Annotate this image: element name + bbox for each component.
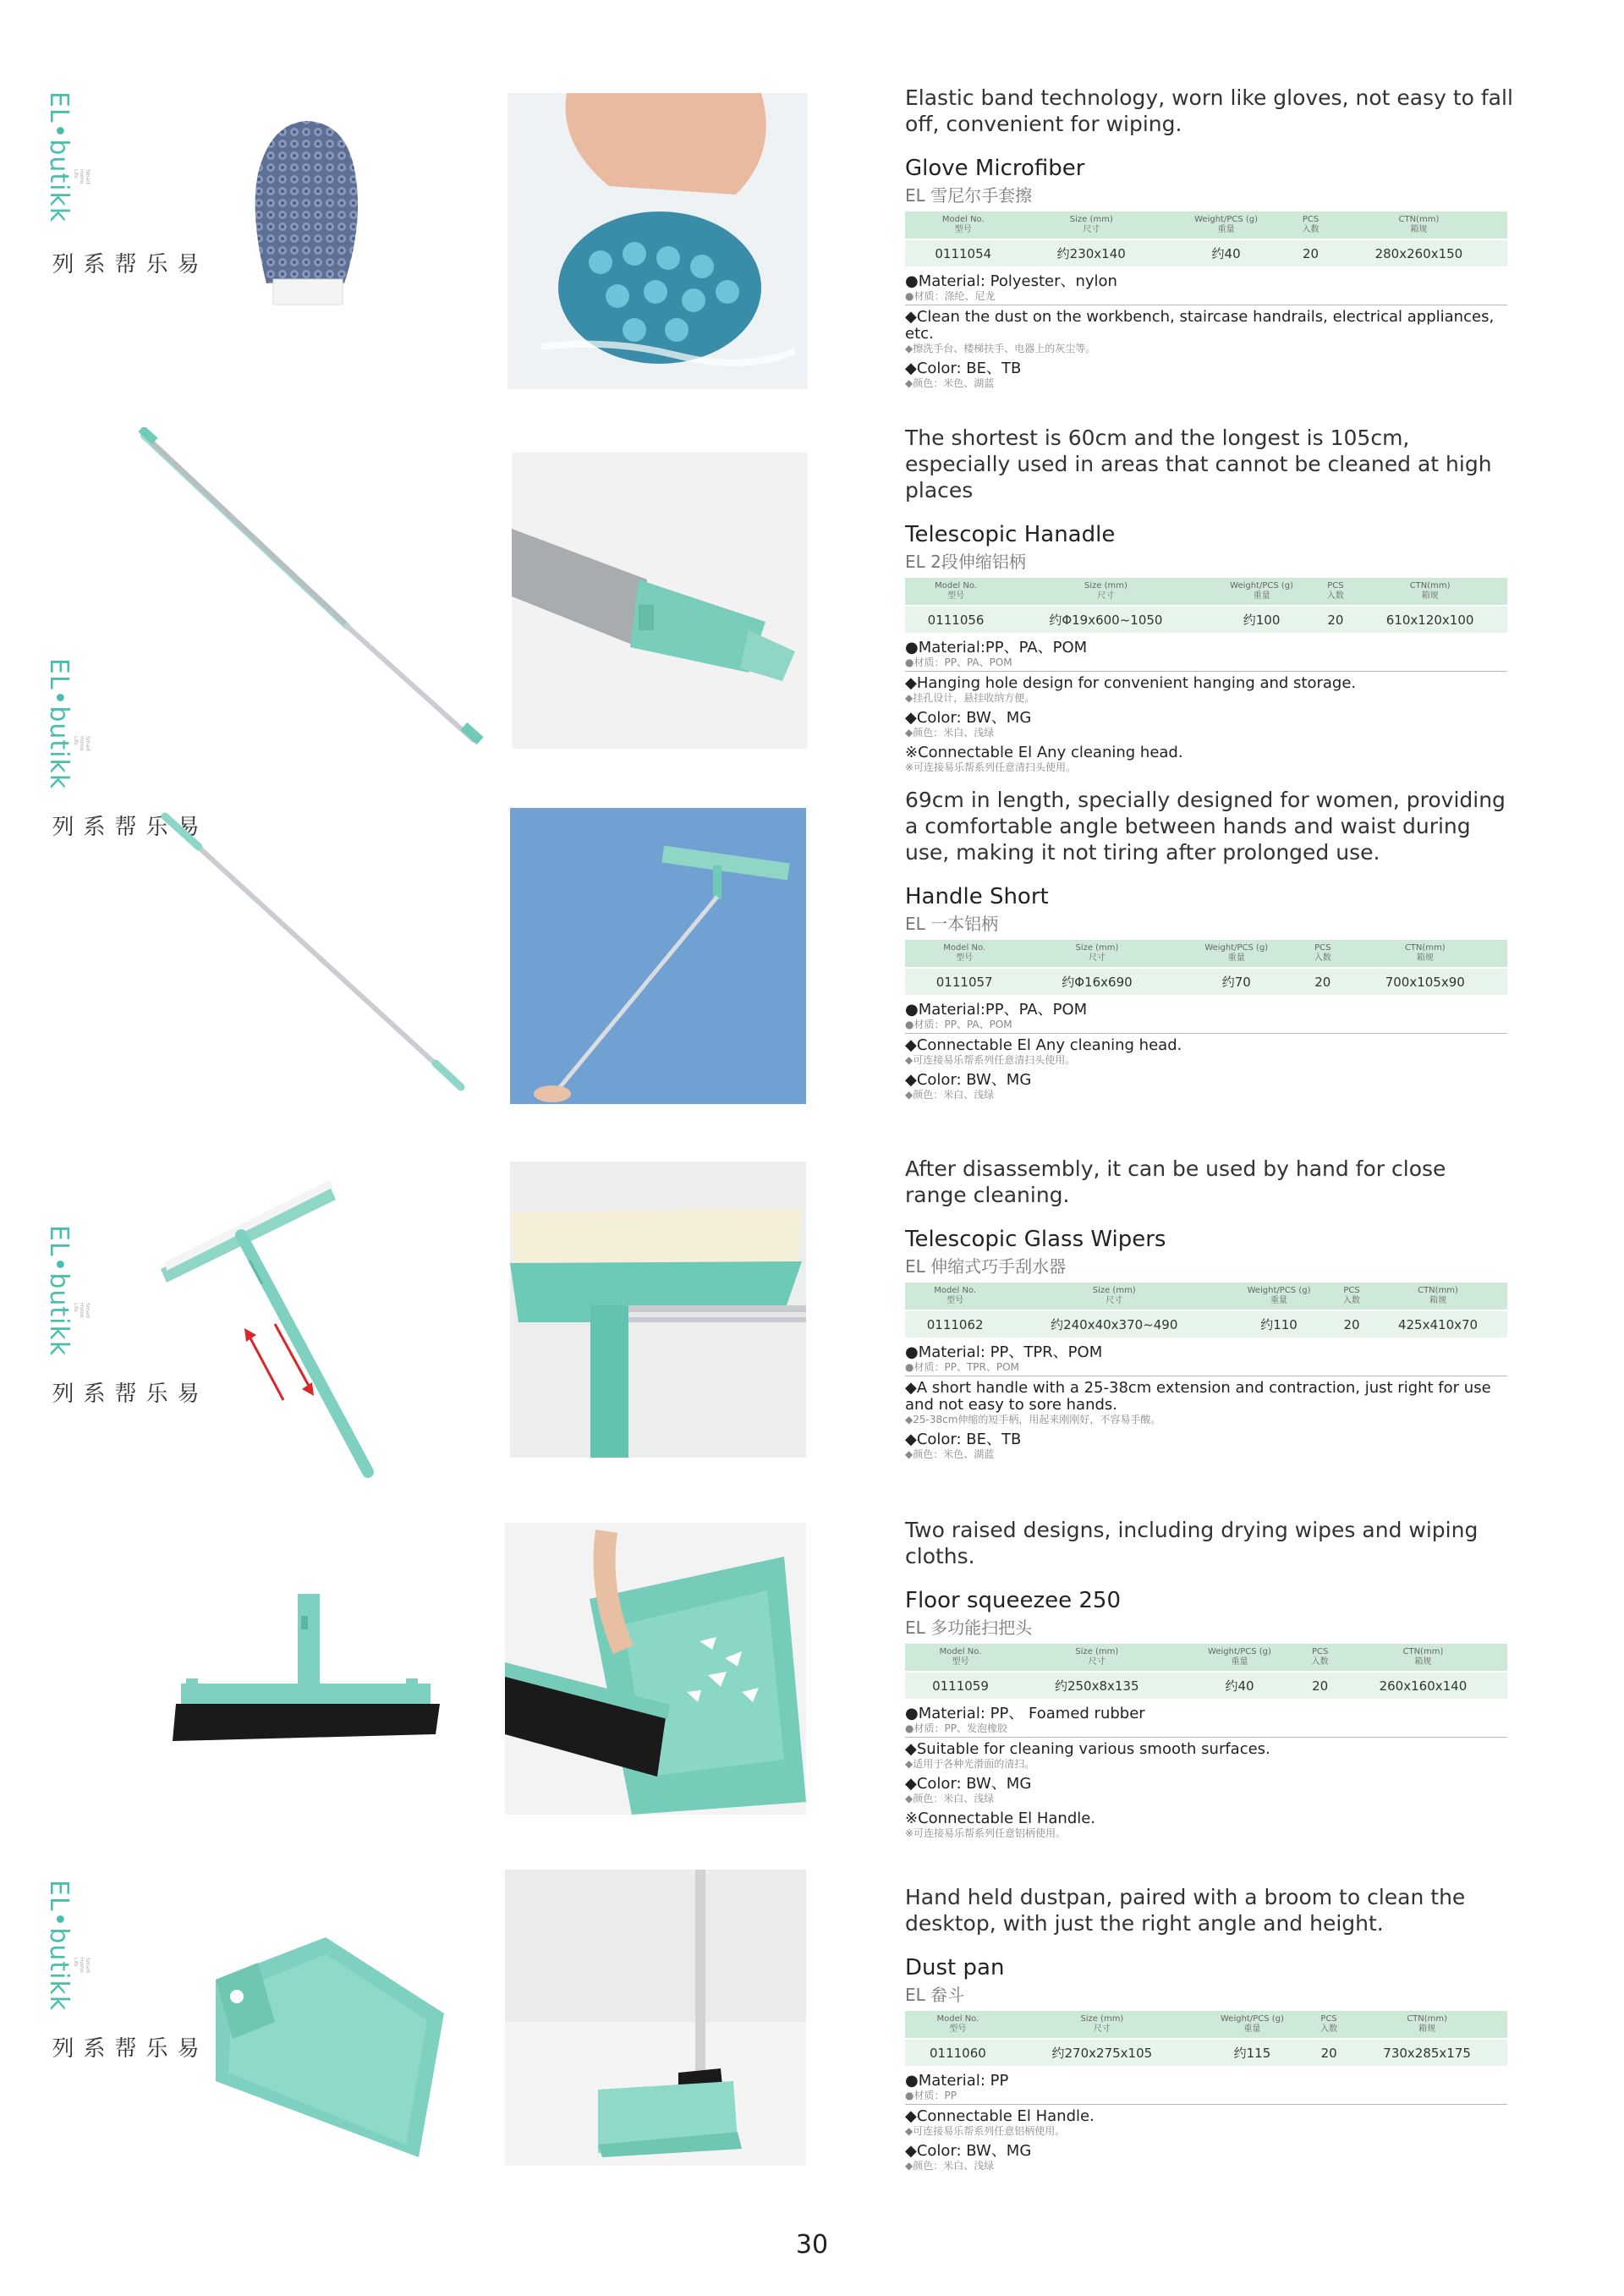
telescopic-handle-detail-photo (512, 453, 808, 749)
usage-line-chinese: ◆25-38cm伸缩的短手柄，用起来刚刚好，不容易手酸。 (905, 1414, 1161, 1425)
color-line-chinese: ◆颜色：米白、浅绿 (905, 1089, 995, 1101)
cell-pcs: 20 (1301, 1672, 1338, 1699)
brand-name: EL•butikk (44, 658, 74, 790)
header-model: Model No. 型号 (905, 578, 1007, 606)
header-pcs: PCS 入数 (1291, 211, 1330, 239)
header-weight: Weight/PCS (g) 重量 (1223, 1283, 1335, 1310)
cell-weight: 约100 (1205, 606, 1319, 633)
usage-line: ◆A short handle with a 25-38cm extension and contraction, just right for use and not easy to sore hands. (905, 1379, 1491, 1414)
cell-ctn: 425x410x70 (1369, 1310, 1507, 1338)
product-name: Dust pan (905, 1955, 1005, 1980)
cell-model: 0111060 (905, 2039, 1011, 2066)
header-model: Model No. 型号 (905, 940, 1023, 968)
product-description: The shortest is 60cm and the longest is 105cm, especially used in areas that cannot be cleaned at high places (905, 426, 1492, 503)
header-pcs: PCS 入数 (1335, 1283, 1369, 1310)
header-weight: Weight/PCS (g) 重量 (1161, 211, 1291, 239)
color-line-chinese: ◆颜色：米白、浅绿 (905, 727, 995, 739)
spec-header-row (905, 211, 1507, 239)
cell-ctn: 730x285x175 (1347, 2039, 1507, 2066)
cell-ctn: 260x160x140 (1339, 1672, 1507, 1699)
brand-tagline: Smart Home Life (73, 1958, 91, 1974)
brand-chinese: 易乐帮系列 (48, 815, 199, 842)
cell-model: 0111062 (905, 1310, 1005, 1338)
cell-model: 0111054 (905, 239, 1022, 266)
product-description: 69cm in length, specially designed for women, providing a comfortable angle between hands and waist during use, making it not tiring after prolonged use. (905, 788, 1506, 865)
cell-pcs: 20 (1335, 1310, 1369, 1338)
material-line-chinese: ●材质：PP、PA、POM (905, 1019, 1507, 1034)
material-line: ●Material: PP (905, 2072, 1009, 2090)
glass-wiper-photo (510, 1162, 806, 1458)
feature-list (905, 273, 1507, 392)
usage-line: ◆Hanging hole design for convenient hanging and storage. (905, 674, 1357, 692)
brand-chinese: 易乐帮系列 (48, 1381, 199, 1409)
cell-model: 0111059 (905, 1672, 1016, 1699)
header-weight: Weight/PCS (g) 重量 (1193, 2011, 1311, 2039)
header-pcs: PCS 入数 (1301, 1644, 1338, 1672)
cell-size: 约250x8x135 (1016, 1672, 1178, 1699)
page-number: 30 (795, 2230, 829, 2260)
feature-list (905, 640, 1507, 776)
usage-line-chinese: ◆挂孔设计，悬挂收纳方便。 (905, 692, 1035, 704)
product-description: Elastic band technology, worn like gloves, not easy to fall off, convenient for wiping. (905, 85, 1513, 136)
header-size: Size (mm) 尺寸 (1005, 1283, 1223, 1310)
header-model: Model No. 型号 (905, 2011, 1011, 2039)
usage-line-chinese: ◆适用于各种光滑面的清扫。 (905, 1758, 1035, 1770)
product-name: Floor squeezee 250 (905, 1588, 1121, 1613)
header-weight: Weight/PCS (g) 重量 (1205, 578, 1319, 606)
color-line: ◆Color: BW、MG (905, 1775, 1032, 1793)
feature-list (905, 2073, 1507, 2174)
spec-header-row (905, 940, 1507, 968)
header-ctn: CTN(mm) 箱规 (1343, 940, 1507, 968)
product-name-chinese: EL 雪尼尔手套擦 (905, 185, 1033, 206)
product-name-chinese: EL 2段伸缩铝柄 (905, 552, 1026, 572)
header-model: Model No. 型号 (905, 1644, 1016, 1672)
cell-ctn: 700x105x90 (1343, 968, 1507, 995)
cell-weight: 约70 (1171, 968, 1303, 995)
spec-data-row (905, 1310, 1507, 1338)
feature-list (905, 1344, 1507, 1463)
header-weight: Weight/PCS (g) 重量 (1178, 1644, 1302, 1672)
color-line-chinese: ◆颜色：米色、湖蓝 (905, 1448, 995, 1460)
cell-model: 0111056 (905, 606, 1007, 633)
color-line-chinese: ◆颜色：米白、浅绿 (905, 2160, 995, 2172)
product-telescopic-glass-wipers (905, 1156, 1514, 1463)
compat-line: ※Connectable El Handle. (905, 1810, 1096, 1827)
header-size: Size (mm) 尺寸 (1023, 940, 1170, 968)
compat-line-chinese: ※可连接易乐帮系列任意清扫头使用。 (905, 761, 1077, 773)
brand-tagline: Smart Home Life (73, 169, 91, 185)
spec-data-row (905, 968, 1507, 995)
brand-chinese: 易乐帮系列 (48, 2036, 199, 2063)
product-description: Hand held dustpan, paired with a broom to clean the desktop, with just the right angle and height. (905, 1885, 1466, 1936)
product-description: Two raised designs, including drying wipes and wiping cloths. (905, 1518, 1479, 1568)
cell-weight: 约40 (1161, 239, 1291, 266)
spec-header-row (905, 2011, 1507, 2039)
material-line: ●Material:PP、PA、POM (905, 639, 1088, 656)
header-ctn: CTN(mm) 箱规 (1369, 1283, 1507, 1310)
product-floor-squeegee (905, 1517, 1514, 1842)
compat-line-chinese: ◆可连接易乐帮系列任意铝柄使用。 (905, 2125, 1066, 2137)
spec-data-row (905, 2039, 1507, 2066)
dust-pan-image (207, 1929, 448, 2166)
header-size: Size (mm) 尺寸 (1022, 211, 1161, 239)
header-size: Size (mm) 尺寸 (1007, 578, 1204, 606)
material-line: ●Material:PP、PA、POM (905, 1001, 1088, 1019)
material-line-chinese: ●材质：涤纶、尼龙 (905, 290, 1507, 305)
color-line: ◆Color: BW、MG (905, 2142, 1032, 2160)
feature-list (905, 1706, 1507, 1842)
brand-name: EL•butikk (44, 91, 74, 223)
cell-ctn: 280x260x150 (1330, 239, 1507, 266)
material-line: ●Material: PP、 Foamed rubber (905, 1705, 1145, 1722)
brand-name: EL•butikk (44, 1225, 74, 1357)
header-ctn: CTN(mm) 箱规 (1339, 1644, 1507, 1672)
spec-table (905, 1283, 1507, 1338)
compat-line: ※Connectable El Any cleaning head. (905, 744, 1183, 761)
floor-squeegee-image (169, 1590, 448, 1760)
cell-size: 约270x275x105 (1011, 2039, 1193, 2066)
material-line-chinese: ●材质：PP、发泡橡胶 (905, 1722, 1507, 1738)
cell-weight: 约110 (1223, 1310, 1335, 1338)
brand-tagline: Smart Home Life (73, 1303, 91, 1319)
header-pcs: PCS 入数 (1311, 2011, 1347, 2039)
cell-size: 约240x40x370~490 (1005, 1310, 1223, 1338)
glove-lifestyle-photo (508, 93, 808, 389)
material-line-chinese: ●材质：PP、PA、POM (905, 656, 1507, 672)
header-ctn: CTN(mm) 箱规 (1347, 2011, 1507, 2039)
product-name: Telescopic Glass Wipers (905, 1227, 1166, 1252)
spec-header-row (905, 1644, 1507, 1672)
product-handle-short (905, 787, 1514, 1103)
header-weight: Weight/PCS (g) 重量 (1171, 940, 1303, 968)
spec-table (905, 1644, 1507, 1699)
feature-list (905, 1002, 1507, 1103)
spec-table (905, 940, 1507, 995)
color-line-chinese: ◆颜色：米色、湖蓝 (905, 377, 995, 389)
cell-size: 约Φ16x690 (1023, 968, 1170, 995)
material-line: ●Material: Polyester、nylon (905, 272, 1117, 290)
color-line-chinese: ◆颜色：米白、浅绿 (905, 1793, 995, 1804)
header-ctn: CTN(mm) 箱规 (1352, 578, 1507, 606)
usage-line: ◆Suitable for cleaning various smooth surfaces. (905, 1740, 1270, 1758)
product-glove-microfiber (905, 85, 1514, 392)
cell-weight: 约115 (1193, 2039, 1311, 2066)
spec-header-row (905, 578, 1507, 606)
usage-line: ◆Clean the dust on the workbench, staircase handrails, electrical appliances, etc. (905, 308, 1495, 343)
product-name: Glove Microfiber (905, 156, 1085, 181)
product-name: Handle Short (905, 884, 1049, 909)
compat-line-chinese: ◆可连接易乐帮系列任意清扫头使用。 (905, 1054, 1076, 1066)
spec-header-row (905, 1283, 1507, 1310)
color-line: ◆Color: BE、TB (905, 360, 1022, 377)
spec-table (905, 578, 1507, 633)
material-line-chinese: ●材质：PP (905, 2090, 1507, 2105)
cell-weight: 约40 (1178, 1672, 1302, 1699)
cell-pcs: 20 (1319, 606, 1353, 633)
header-size: Size (mm) 尺寸 (1016, 1644, 1178, 1672)
cell-pcs: 20 (1311, 2039, 1347, 2066)
cell-size: 约Φ19x600~1050 (1007, 606, 1204, 633)
product-dust-pan (905, 1884, 1514, 2174)
brand-chinese: 易乐帮系列 (48, 252, 199, 279)
product-telescopic-handle (905, 425, 1514, 776)
brand-name: EL•butikk (44, 1880, 74, 2012)
usage-line-chinese: ◆擦洗手台、楼梯扶手、电器上的灰尘等。 (905, 343, 1096, 354)
telescopic-handle-image (135, 427, 491, 749)
color-line: ◆Color: BW、MG (905, 709, 1032, 727)
spec-data-row (905, 1672, 1507, 1699)
product-name: Telescopic Hanadle (905, 522, 1116, 547)
dust-pan-photo (505, 1870, 806, 2166)
cell-model: 0111057 (905, 968, 1023, 995)
product-name-chinese: EL 多功能扫把头 (905, 1618, 1033, 1638)
header-pcs: PCS 入数 (1319, 578, 1353, 606)
short-handle-image (156, 808, 469, 1096)
floor-squeegee-photo (505, 1523, 806, 1815)
spec-data-row (905, 239, 1507, 266)
product-name-chinese: EL 畚斗 (905, 1985, 965, 2005)
header-pcs: PCS 入数 (1303, 940, 1343, 968)
glass-wiper-image (156, 1176, 385, 1480)
color-line: ◆Color: BE、TB (905, 1431, 1022, 1448)
header-ctn: CTN(mm) 箱规 (1330, 211, 1507, 239)
spec-data-row (905, 606, 1507, 633)
spec-table (905, 2011, 1507, 2066)
short-handle-window-photo (510, 808, 806, 1104)
product-name-chinese: EL 伸缩式巧手刮水器 (905, 1256, 1067, 1277)
compat-line: ◆Connectable El Any cleaning head. (905, 1036, 1182, 1054)
cell-ctn: 610x120x100 (1352, 606, 1507, 633)
brand-tagline: Smart Home Life (73, 736, 91, 752)
header-model: Model No. 型号 (905, 1283, 1005, 1310)
header-model: Model No. 型号 (905, 211, 1022, 239)
product-description: After disassembly, it can be used by hand for close range cleaning. (905, 1156, 1446, 1207)
header-size: Size (mm) 尺寸 (1011, 2011, 1193, 2039)
cell-pcs: 20 (1291, 239, 1330, 266)
cell-size: 约230x140 (1022, 239, 1161, 266)
glove-product-image (241, 114, 368, 326)
material-line-chinese: ●材质：PP、TPR、POM (905, 1361, 1507, 1376)
cell-pcs: 20 (1303, 968, 1343, 995)
compat-line: ◆Connectable El Handle. (905, 2107, 1095, 2125)
compat-line-chinese: ※可连接易乐帮系列任意铝柄使用。 (905, 1827, 1067, 1839)
product-name-chinese: EL 一本铝柄 (905, 914, 999, 934)
color-line: ◆Color: BW、MG (905, 1071, 1032, 1089)
material-line: ●Material: PP、TPR、POM (905, 1343, 1103, 1361)
spec-table (905, 211, 1507, 266)
